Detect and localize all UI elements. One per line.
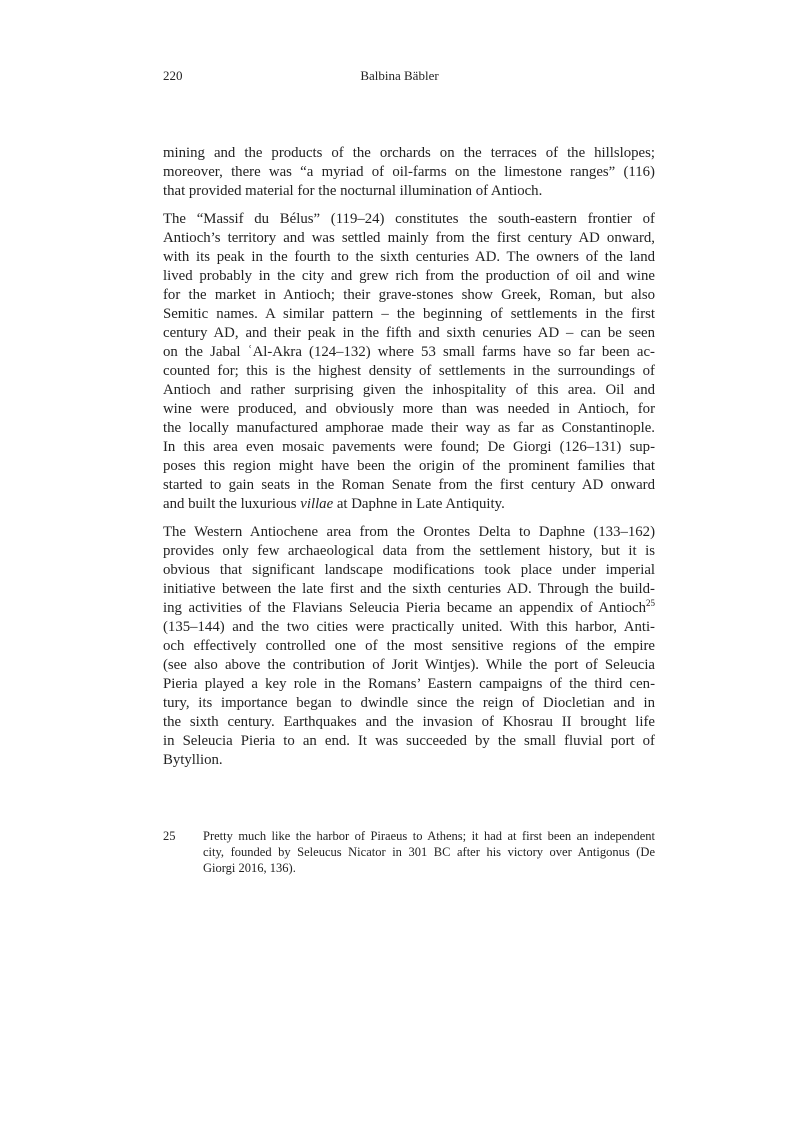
footnote-reference: 25 [646,598,655,608]
text-line: provides only few archaeological data from the settlement history, but it is [163,543,655,559]
text-line: started to gain seats in the Roman Senate from the first century AD onward [163,477,655,493]
text-line: Pieria played a key role in the Romans’ Eastern campaigns of the third cen- [163,676,655,692]
footnote-text [203,828,655,876]
text-line: och effectively controlled one of the most sensitive regions of the empire [163,638,655,654]
text-line: wine were produced, and obviously more than was needed in Antioch, for [163,401,655,417]
text-line: lived probably in the city and grew rich from the production of oil and wine [163,268,655,284]
text-line: The Western Antiochene area from the Orontes Delta to Daphne (133–162) [163,524,655,540]
paragraph-3 [163,523,655,770]
text-line: the locally manufactured amphorae made their way as far as Constantinople. [163,420,655,436]
text-line: with its peak in the fourth to the sixth centuries AD. The owners of the land [163,249,655,265]
text-line: in Seleucia Pieria to an end. It was succeeded by the small fluvial port of [163,733,655,749]
text-segment: at Daphne in Late Antiquity. [333,496,505,512]
text-line: tury, its importance began to dwindle since the reign of Diocletian and in [163,695,655,711]
page-number: 220 [163,68,183,83]
text-line: mining and the products of the orchards on the terraces of the hillslopes; [163,145,655,161]
text-line: poses this region might have been the origin of the prominent families that [163,458,655,474]
text-line: initiative between the late first and the sixth centuries AD. Through the build- [163,581,655,597]
text-line [163,495,655,514]
text-line: The “Massif du Bélus” (119–24) constitutes the south-eastern frontier of [163,211,655,227]
text-line [163,599,655,618]
footnote-number: 25 [163,829,176,843]
paragraph-2 [163,210,655,514]
text-line: century AD, and their peak in the fifth and sixth cenuries AD – can be seen [163,325,655,341]
text-line: In this area even mosaic pavements were found; De Giorgi (126–131) sup- [163,439,655,455]
text-line: the sixth century. Earthquakes and the invasion of Khosrau II brought life [163,714,655,730]
footnote-line: city, founded by Seleucus Nicator in 301 BC after his victory over Antigonus (De [203,845,655,859]
italic-term: villae [300,496,334,512]
text-line: Antioch’s territory and was settled mainly from the first century AD onward, [163,230,655,246]
text-segment: and built the luxurious [163,496,301,512]
footnote-line: Pretty much like the harbor of Piraeus to Athens; it had at first been an independent [203,829,655,843]
text-line: Antioch and rather surprising given the inhospitality of this area. Oil and [163,382,655,398]
text-line: Semitic names. A similar pattern – the beginning of settlements in the first [163,306,655,322]
text-line: that provided material for the nocturnal illumination of Antioch. [163,183,543,199]
text-line: (see also above the contribution of Jorit Wintjes). While the port of Seleucia [163,657,655,673]
text-line: counted for; this is the highest density of settlements in the surroundings of [163,363,655,379]
text-line: Bytyllion. [163,752,223,768]
text-line: obvious that significant landscape modifications took place under imperial [163,562,655,578]
text-line: (135–144) and the two cities were practically united. With this harbor, Anti- [163,619,655,635]
text-segment: ing activities of the Flavians Seleucia Pieria became an appendix of Antioch [163,600,646,616]
paragraph-1 [163,144,655,201]
body-text [163,144,655,779]
text-line: on the Jabal ʿAl-Akra (124–132) where 53 small farms have so far been ac- [163,344,655,360]
running-header-author: Balbina Bäbler [360,68,439,83]
text-line: moreover, there was “a myriad of oil-farms on the limestone ranges” (116) [163,164,655,180]
text-line: for the market in Antioch; their grave-stones show Greek, Roman, but also [163,287,655,303]
footnote-line: Giorgi 2016, 136). [203,861,296,875]
